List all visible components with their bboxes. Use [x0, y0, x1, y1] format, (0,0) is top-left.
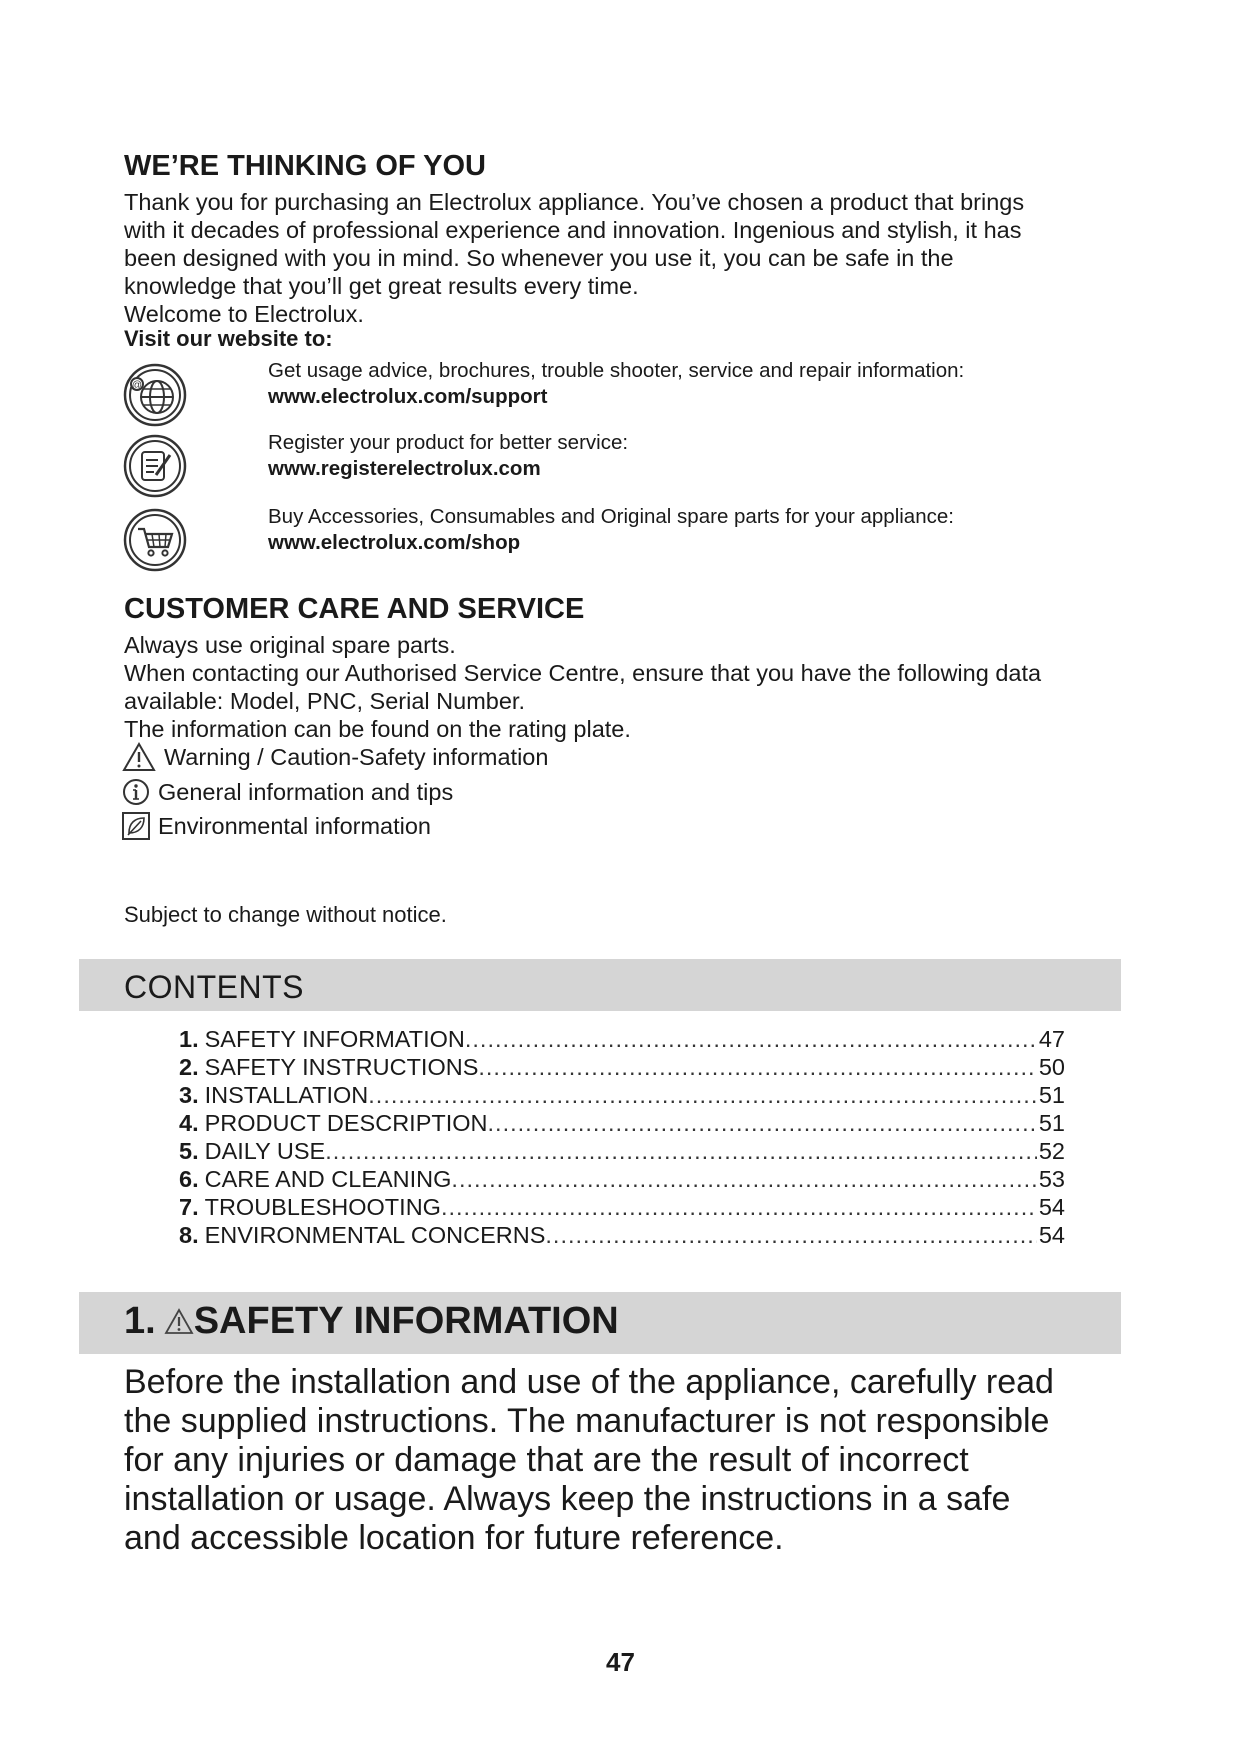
- toc-number: 5.: [179, 1138, 199, 1164]
- web-row-text: Buy Accessories, Consumables and Original spare parts for your appliance:: [268, 505, 954, 528]
- info-icon: [122, 778, 150, 806]
- shop-link[interactable]: www.electrolux.com/shop: [268, 531, 521, 554]
- warning-icon: [122, 742, 156, 772]
- safety-intro: [124, 1363, 1124, 1558]
- safety-line: for any injuries or damage that are the result of incorrect: [124, 1441, 969, 1479]
- toc-number: 7.: [179, 1194, 199, 1220]
- thinking-line: Welcome to Electrolux.: [124, 301, 364, 327]
- toc-title: INSTALLATION: [204, 1082, 369, 1108]
- safety-heading: [124, 1300, 619, 1343]
- thinking-line: knowledge that you’ll get great results every time.: [124, 273, 639, 299]
- legend-warning: [122, 742, 548, 772]
- cart-icon: [122, 507, 188, 573]
- toc-title: CARE AND CLEANING: [204, 1166, 452, 1192]
- globe-icon: [122, 362, 188, 428]
- toc-number: 4.: [179, 1110, 199, 1136]
- care-line: The information can be found on the rating plate.: [124, 716, 631, 742]
- thinking-line: been designed with you in mind. So whenever you use it, you can be safe in the: [124, 245, 954, 271]
- thinking-line: Thank you for purchasing an Electrolux appliance. You’ve chosen a product that brings: [124, 189, 1025, 215]
- thinking-line: with it decades of professional experience and innovation. Ingenious and stylish, it has: [124, 217, 1022, 243]
- svg-text:@: @: [131, 380, 143, 391]
- care-line: available: Model, PNC, Serial Number.: [124, 688, 525, 714]
- legend-label: Warning / Caution-Safety information: [164, 743, 549, 770]
- toc-entry[interactable]: [179, 1082, 1065, 1110]
- leaf-icon: [122, 812, 150, 840]
- toc-leader: [478, 1054, 1036, 1081]
- toc-entry[interactable]: [179, 1110, 1065, 1138]
- safety-line: Before the installation and use of the appliance, carefully read: [124, 1363, 1054, 1401]
- warning-icon: [164, 1308, 194, 1335]
- safety-line: and accessible location for future reference.: [124, 1519, 784, 1557]
- toc-entry[interactable]: [179, 1194, 1065, 1222]
- toc-page: 51: [1038, 1082, 1065, 1108]
- toc-entry[interactable]: [179, 1054, 1065, 1082]
- toc-page: 51: [1038, 1110, 1065, 1136]
- toc-page: 53: [1038, 1166, 1065, 1192]
- toc-title: ENVIRONMENTAL CONCERNS: [204, 1222, 546, 1248]
- toc-page: 54: [1038, 1222, 1065, 1248]
- toc-page: 52: [1038, 1138, 1065, 1164]
- toc-leader: [368, 1082, 1037, 1109]
- toc-leader: [441, 1194, 1037, 1221]
- safety-line: the supplied instructions. The manufacturer is not responsible: [124, 1402, 1050, 1440]
- toc-leader: [325, 1138, 1037, 1165]
- web-row-text: Register your product for better service:: [268, 431, 629, 454]
- safety-title-text: SAFETY INFORMATION: [193, 1300, 619, 1342]
- toc-leader: [451, 1166, 1036, 1193]
- page-number: 47: [606, 1647, 635, 1677]
- toc-page: 50: [1038, 1054, 1065, 1080]
- visit-label: Visit our website to:: [124, 326, 333, 351]
- toc-leader: [545, 1222, 1036, 1249]
- toc-entry[interactable]: [179, 1222, 1065, 1250]
- legend-info: [122, 778, 453, 806]
- legend-environment: [122, 812, 431, 840]
- care-line: Always use original spare parts.: [124, 632, 456, 658]
- safety-number: 1.: [124, 1300, 156, 1342]
- toc-leader: [488, 1110, 1037, 1137]
- toc-number: 6.: [179, 1166, 199, 1192]
- toc-title: TROUBLESHOOTING: [204, 1194, 441, 1220]
- register-icon: [122, 433, 188, 499]
- toc-number: 1.: [179, 1026, 199, 1052]
- toc-number: 3.: [179, 1082, 199, 1108]
- legend-label: General information and tips: [158, 778, 454, 805]
- toc-leader: [465, 1026, 1037, 1053]
- support-link[interactable]: www.electrolux.com/support: [268, 385, 548, 408]
- toc-title: SAFETY INFORMATION: [204, 1026, 465, 1052]
- toc-title: PRODUCT DESCRIPTION: [204, 1110, 488, 1136]
- toc-number: 2.: [179, 1054, 199, 1080]
- thinking-heading: WE’RE THINKING OF YOU: [124, 150, 486, 182]
- toc-entry[interactable]: [179, 1026, 1065, 1054]
- toc-title: SAFETY INSTRUCTIONS: [204, 1054, 479, 1080]
- toc-page: 47: [1038, 1026, 1065, 1052]
- toc-entry[interactable]: [179, 1166, 1065, 1194]
- toc-number: 8.: [179, 1222, 199, 1248]
- thinking-paragraph: [124, 188, 1114, 328]
- contents-heading: CONTENTS: [124, 969, 304, 1005]
- web-row-shop: [268, 504, 954, 556]
- register-link[interactable]: www.registerelectrolux.com: [268, 457, 541, 480]
- web-row-support: [268, 358, 964, 410]
- legend-label: Environmental information: [158, 812, 431, 839]
- change-notice: Subject to change without notice.: [124, 902, 447, 927]
- care-line: When contacting our Authorised Service Centre, ensure that you have the following data: [124, 660, 1042, 686]
- table-of-contents: [179, 1026, 1065, 1250]
- care-paragraph: [124, 631, 1114, 743]
- web-row-register: [268, 430, 628, 482]
- toc-entry[interactable]: [179, 1138, 1065, 1166]
- toc-page: 54: [1038, 1194, 1065, 1220]
- safety-line: installation or usage. Always keep the instructions in a safe: [124, 1480, 1011, 1518]
- toc-title: DAILY USE: [204, 1138, 326, 1164]
- care-heading: CUSTOMER CARE AND SERVICE: [124, 593, 585, 625]
- web-row-text: Get usage advice, brochures, trouble shooter, service and repair information:: [268, 359, 965, 382]
